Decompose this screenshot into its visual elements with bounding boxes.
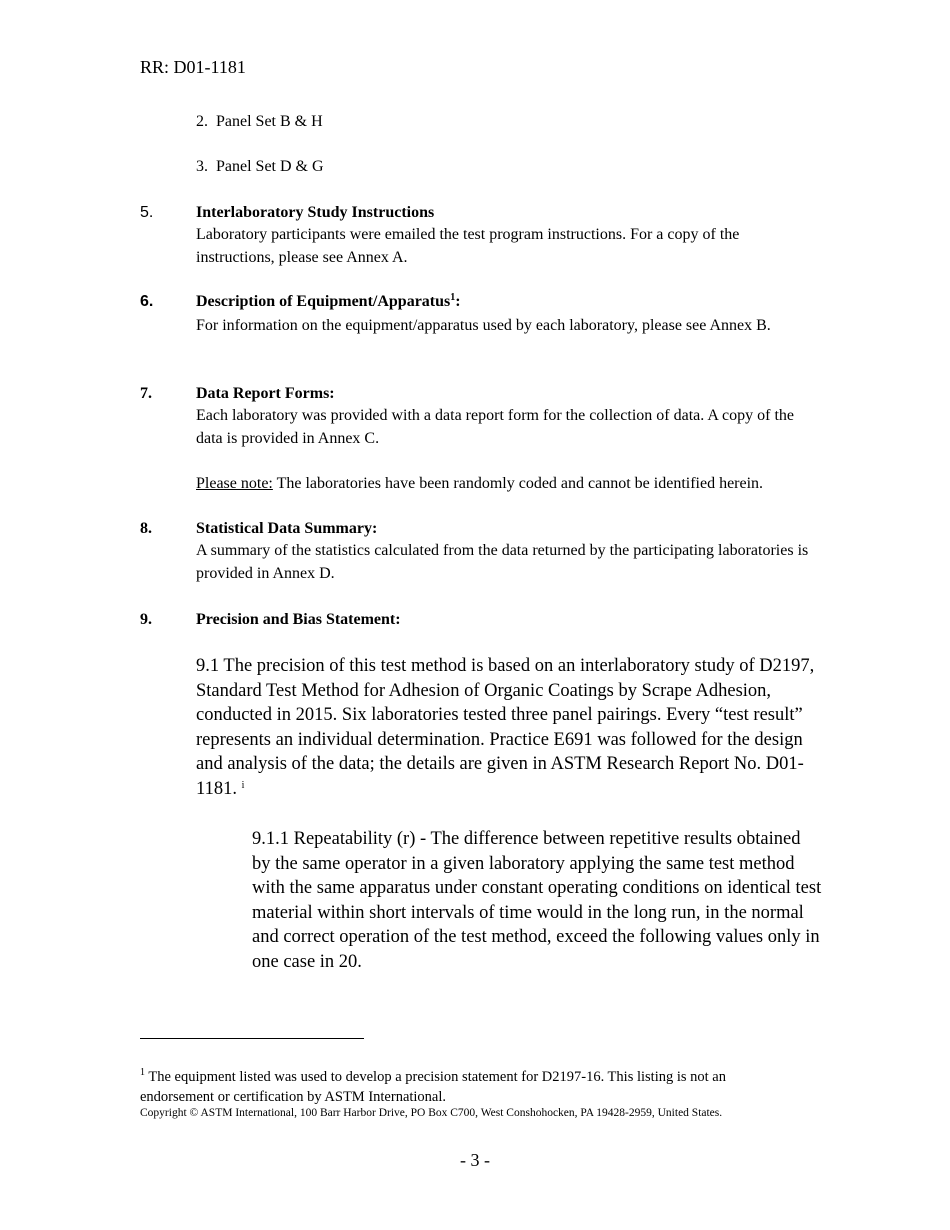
section-5-body: Laboratory participants were emailed the test program instructions. For a copy of the instructions, please see Annex A. [196, 226, 740, 266]
paragraph-9-1-text: 9.1 The precision of this test method is based on an interlaboratory study of D2197, Standard Test Method for Adhesion of Organic Coatings by Scrape Adhesion, conducted in 2015. Six laboratories tested three panel pairings. Every “test result” represents an individual determination. Practice E691 was followed for the design and analysis of the data; the details are given in ASTM Research Report No. D01-1181. [196, 656, 815, 799]
section-8-body: A summary of the statistics calculated from the data returned by the participating laboratories is provided in Annex D. [196, 542, 809, 582]
note-text: The laboratories have been randomly coded and cannot be identified herein. [272, 475, 764, 492]
report-id-header: RR: D01-1181 [140, 57, 246, 77]
section-9-number: 9. [140, 611, 152, 628]
footnote-marker: 1 [140, 1067, 145, 1078]
section-6-number: 6. [140, 293, 154, 310]
endnote-marker: i [241, 779, 245, 791]
panel-set-label: Panel Set D & G [216, 158, 324, 175]
paragraph-9-1 [196, 654, 816, 802]
page-number: - 3 - [460, 1150, 490, 1170]
section-6-heading-suffix: : [455, 293, 461, 310]
section-8-heading: Statistical Data Summary: [196, 520, 378, 537]
section-5-heading: Interlaboratory Study Instructions [196, 204, 435, 221]
section-7-body: Each laboratory was provided with a data report form for the collection of data. A copy of the data is provided in Annex C. [196, 407, 795, 447]
note-label: Please note: [196, 475, 273, 492]
section-7-heading: Data Report Forms: [196, 385, 335, 402]
footnote-text: The equipment listed was used to develop a precision statement for D2197-16. This listing is not an endorsement or certification by ASTM International. [140, 1069, 726, 1105]
section-6-heading-text: Description of Equipment/Apparatus [196, 293, 451, 310]
paragraph-9-1-1: 9.1.1 Repeatability (r) - The difference between repetitive results obtained by the same operator in a given laboratory applying the same test method with the same apparatus under constant operating conditions on identical test material within short intervals of time would in the long run, in the normal and correct operation of the test method, exceed the following values only in one case in 20. [252, 829, 822, 972]
section-8-number: 8. [140, 520, 152, 537]
panel-set-item [196, 158, 324, 176]
copyright-line: Copyright © ASTM International, 100 Barr Harbor Drive, PO Box C700, West Conshohocken, PA 19428-2959, United States. [140, 1107, 723, 1119]
footnote [140, 1067, 790, 1107]
section-5-number: 5. [140, 204, 154, 221]
panel-set-number: 2. [196, 113, 208, 130]
section-6-body: For information on the equipment/apparatus used by each laboratory, please see Annex B. [196, 317, 771, 334]
panel-set-number: 3. [196, 158, 208, 175]
section-7-note [196, 472, 836, 495]
section-6-heading [196, 293, 461, 311]
section-9-heading: Precision and Bias Statement: [196, 611, 401, 628]
panel-set-item [196, 113, 323, 131]
panel-set-label: Panel Set B & H [216, 113, 323, 130]
footnote-ref-marker: 1 [450, 292, 456, 303]
footnote-separator [140, 1038, 364, 1039]
section-7-number: 7. [140, 385, 152, 402]
